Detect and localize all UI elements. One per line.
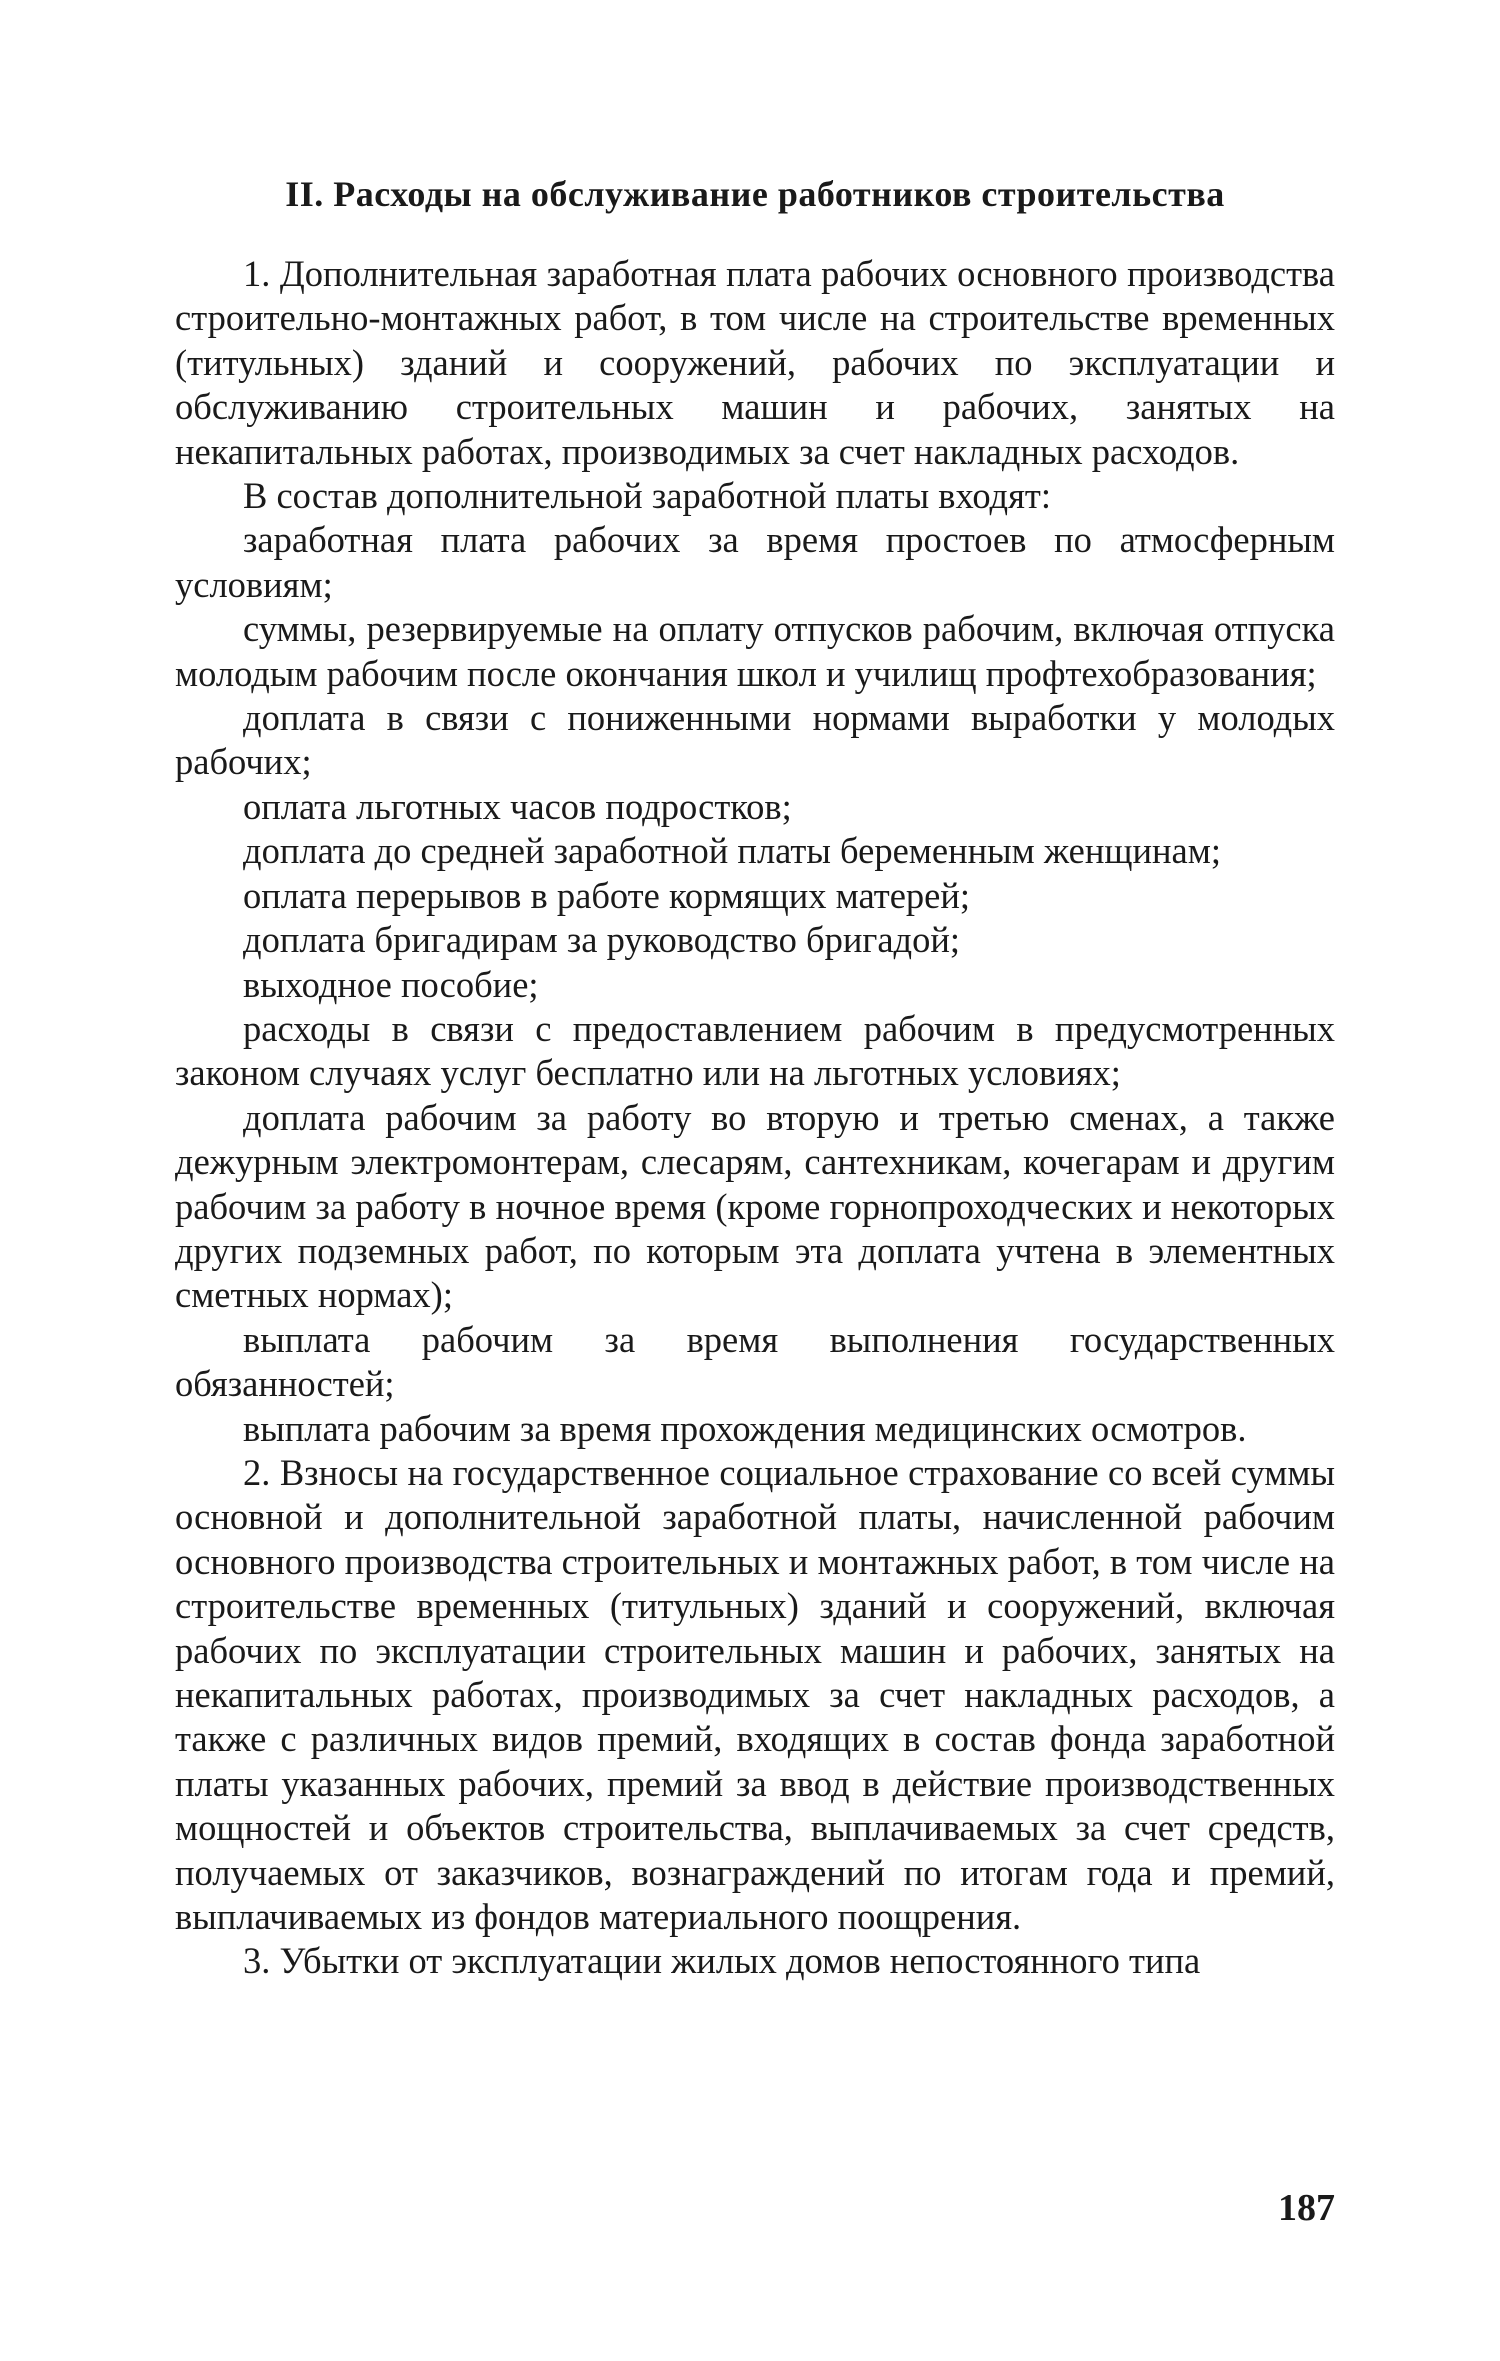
list-item: доплата бригадирам за руководство бригадой; [243,919,961,961]
body-text [175,252,1335,1984]
paragraph-list-intro: В состав дополнительной заработной платы входят: [243,475,1051,517]
paragraph-item-3: 3. Убытки от эксплуатации жилых домов непостоянного типа [243,1940,1201,1982]
list-item: выплата рабочим за время выполнения государственных обязанностей; [175,1318,1335,1405]
list-item: доплата в связи с пониженными нормами выработки у молодых рабочих; [175,697,1335,783]
list-item: выплата рабочим за время прохождения медицинских осмотров. [243,1407,1247,1449]
list-item: выходное пособие; [243,963,539,1005]
paragraph-item-1: 1. Дополнительная заработная плата рабочих основного производства строительно-монтажных работ, в том числе на строительстве временных (титульных) зданий и сооружений, рабочих по эксплуатации и обслуживанию строительных машин и рабочих, занятых на некапитальных работах, производимых за счет накладных расходов. [175,253,1335,472]
list-item: оплата перерывов в работе кормящих матерей; [243,874,971,916]
list-item: суммы, резервируемые на оплату отпусков рабочим, включая отпуска молодым рабочим после окончания школ и училищ профтехобразования; [175,608,1335,694]
page-number: 187 [1278,2187,1335,2229]
list-item: расходы в связи с предоставлением рабочим в предусмотренных законом случаях услуг бесплатно или на льготных условиях; [175,1007,1335,1094]
paragraph-item-2: 2. Взносы на государственное социальное страхование со всей суммы основной и дополнительной заработной платы, начисленной рабочим основного производства строительных и монтажных работ, в том числе на строительстве временных (титульных) зданий и сооружений, включая рабочих по эксплуатации строительных машин и рабочих, занятых на некапитальных работах, производимых за счет накладных расходов, а также с различных видов премий, входящих в состав фонда заработной платы указанных рабочих, премий за ввод в действие производственных мощностей и объектов строительства, выплачиваемых за счет средств, получаемых от заказчиков, вознаграждений по итогам года и премий, выплачиваемых из фондов материального поощрения. [175,1451,1335,1938]
list-item: оплата льготных часов подростков; [243,785,792,827]
list-item: доплата до средней заработной платы беременным женщинам; [243,830,1221,872]
list-item: заработная плата рабочих за время простоев по атмосферным условиям; [175,519,1335,605]
section-title: II. Расходы на обслуживание работников строительства [285,174,1225,214]
list-item: доплата рабочим за работу во вторую и третью сменах, а также дежурным электромонтерам, слесарям, сантехникам, кочегарам и другим рабочим за работу в ночное время (кроме горнопроходческих и некоторых других подземных работ, по которым эта доплата учтена в элементных сметных нормах); [175,1096,1335,1316]
